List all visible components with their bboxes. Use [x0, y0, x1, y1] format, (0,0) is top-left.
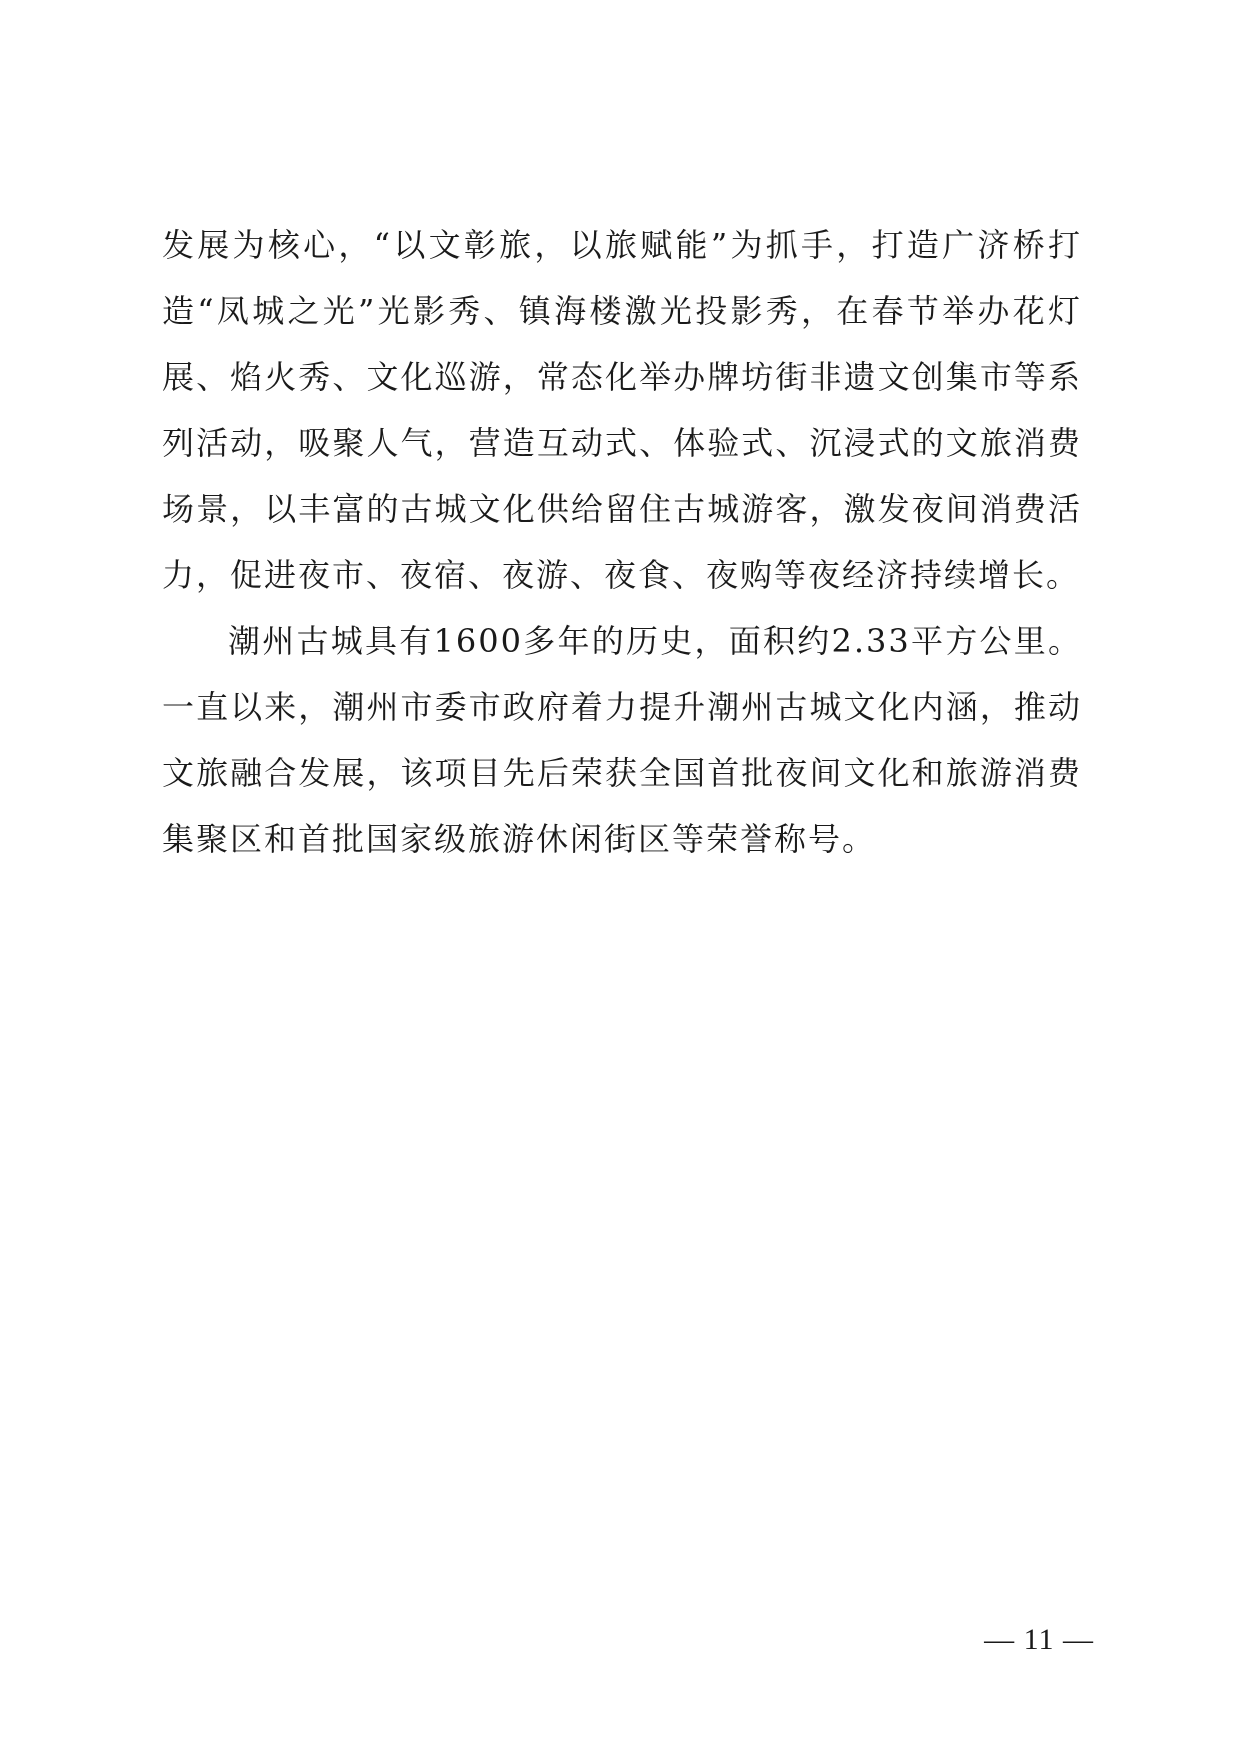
paragraph-continued: 发展为核心，“以文彰旅，以旅赋能”为抓手，打造广济桥打造“凤城之光”光影秀、镇海楼激光投影秀，在春节举办花灯展、焰火秀、文化巡游，常态化举办牌坊街非遗文创集市等系列活动，吸聚人气，营造互动式、体验式、沉浸式的文旅消费场景，以丰富的古城文化供给留住古城游客，激发夜间消费活力，促进夜市、夜宿、夜游、夜食、夜购等夜经济持续增长。	[162, 226, 1082, 594]
body-text	[162, 212, 1082, 872]
paragraph-chaozhou-ancient-city: 潮州古城具有1600多年的历史，面积约2.33平方公里。一直以来，潮州市委市政府着力提升潮州古城文化内涵，推动文旅融合发展，该项目先后荣获全国首批夜间文化和旅游消费集聚区和首批国家级旅游休闲街区等荣誉称号。	[162, 622, 1082, 858]
page-number: — 11 —	[984, 1623, 1094, 1656]
